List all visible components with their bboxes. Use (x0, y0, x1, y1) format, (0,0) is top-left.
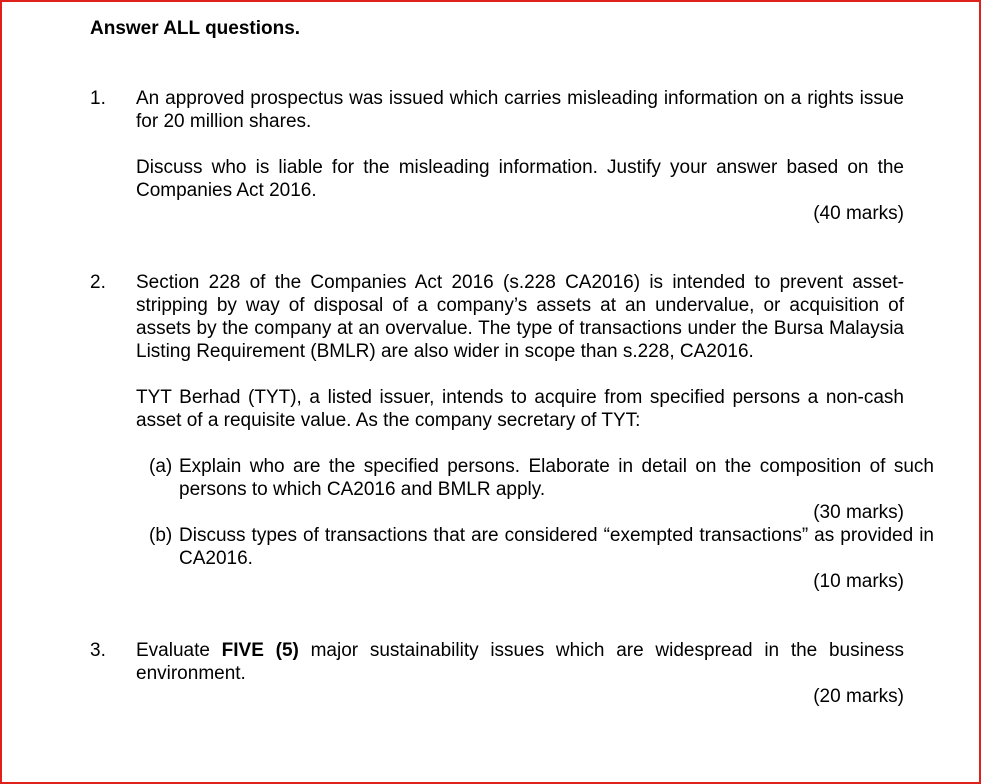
question-3-text-after: major sustainability issues which are widespread in the business environment. (136, 640, 904, 684)
question-2-paragraph-2: TYT Berhad (TYT), a listed issuer, intends to acquire from specified persons a non-cash asset of a requisite value. As the company secretary of TYT: (136, 387, 904, 431)
question-2a-text: Explain who are the specified persons. Elaborate in detail on the composition of such persons to which CA2016 and BMLR apply. (179, 456, 934, 500)
question-1-marks: (40 marks) (813, 203, 904, 224)
question-2a-marks: (30 marks) (813, 502, 904, 523)
question-1-paragraph-1: An approved prospectus was issued which carries misleading information on a rights issue for 20 million shares. (136, 88, 904, 132)
question-3-text (136, 639, 904, 685)
question-1-paragraph-2: Discuss who is liable for the misleading information. Justify your answer based on the Companies Act 2016. (136, 157, 904, 201)
question-2-number: 2. (90, 272, 106, 293)
question-2b-label: (b) (149, 525, 173, 546)
question-1-number: 1. (90, 88, 106, 109)
question-3-text-before: Evaluate (136, 640, 222, 661)
question-2a (149, 455, 934, 501)
question-2-paragraph-1: Section 228 of the Companies Act 2016 (s.228 CA2016) is intended to prevent asset-stripping by way of disposal of a company’s assets at an undervalue, or acquisition of assets by the company at an overvalue. The type of transactions under the Bursa Malaysia Listing Requirement (BMLR) are also wider in scope than s.228, CA2016. (136, 272, 904, 362)
instructions-heading: Answer ALL questions. (90, 18, 301, 39)
question-3-number: 3. (90, 640, 106, 661)
question-3-text-bold: FIVE (5) (221, 640, 299, 661)
question-2b-marks: (10 marks) (813, 571, 904, 592)
question-2b-text: Discuss types of transactions that are considered “exempted transactions” as provided in CA2016. (179, 525, 934, 569)
question-2a-label: (a) (149, 456, 173, 477)
question-2b (149, 524, 934, 570)
question-3-marks: (20 marks) (813, 686, 904, 707)
